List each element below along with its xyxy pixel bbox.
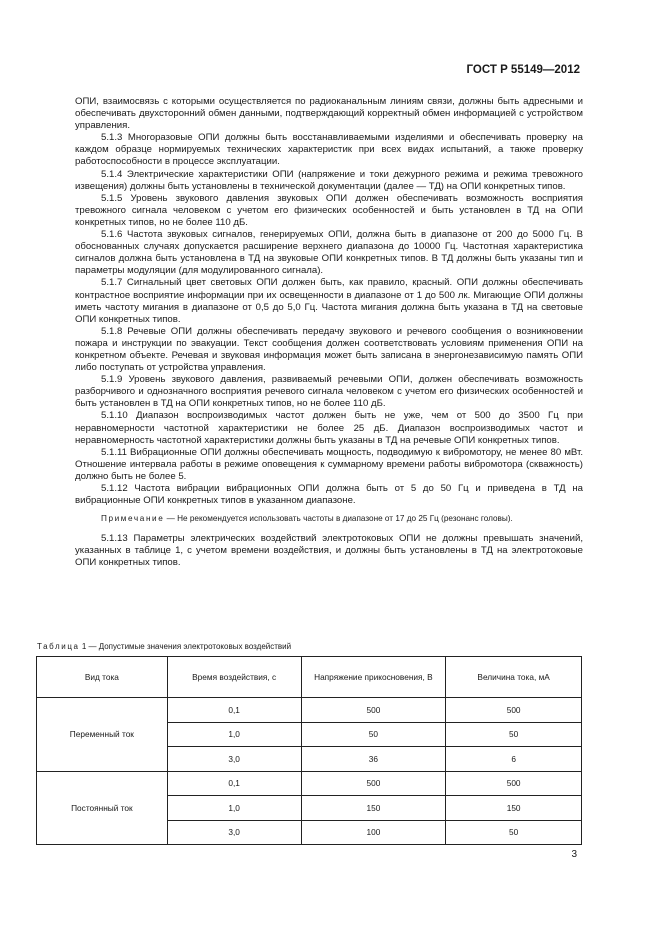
table-cell: 6 [446, 747, 582, 772]
document-body [75, 96, 583, 570]
table-row [37, 698, 582, 723]
table-cell: 0,1 [167, 698, 301, 723]
note [75, 513, 583, 525]
table-header-row [37, 657, 582, 698]
table-cell: 50 [301, 722, 446, 747]
table-cell: 500 [446, 698, 582, 723]
table-cell: 500 [301, 771, 446, 796]
table-caption [37, 642, 291, 651]
table-caption-text: 1 — Допустимые значения электротоковых воздействий [81, 642, 292, 651]
table-cell: 3,0 [167, 820, 301, 845]
table-caption-label: Таблица [37, 642, 80, 651]
paragraph: 5.1.6 Частота звуковых сигналов, генерируемых ОПИ, должна быть в диапазоне от 200 до 5000 Гц. В обоснованных случаях допускается расширение верхнего диапазона до 10000 Гц. Частотная характеристика сигналов должна быть установлена в ТД на звуковые ОПИ конкретных типов. В ТД должны быть указаны тип и параметры модуляции (для модулированного сигнала). [75, 229, 583, 277]
table-header-cell: Напряжение прикосновения, В [301, 657, 446, 698]
table-cell: 1,0 [167, 722, 301, 747]
table-cell: 50 [446, 722, 582, 747]
table-cell: 150 [446, 796, 582, 821]
paragraph: 5.1.12 Частота вибрации вибрационных ОПИ должна быть от 5 до 50 Гц и приведена в ТД на вибрационные ОПИ конкретных типов в указанном диапазоне. [75, 483, 583, 507]
table-cell: 1,0 [167, 796, 301, 821]
table-cell: 0,1 [167, 771, 301, 796]
current-type-cell: Переменный ток [37, 698, 168, 772]
paragraph: 5.1.13 Параметры электрических воздействий электротоковых ОПИ не должны превышать значений, указанных в таблице 1, с учетом времени воздействия, и должны быть установлены в ТД на электротоковые ОПИ конкретных типов. [75, 533, 583, 569]
paragraph: 5.1.11 Вибрационные ОПИ должны обеспечивать мощность, подводимую к вибромотору, не менее 80 мВт. Отношение интервала работы в режиме оповещения к суммарному времени работы вибромотора (скважность) должно быть не более 5. [75, 446, 583, 482]
table-cell: 150 [301, 796, 446, 821]
table-cell: 500 [301, 698, 446, 723]
table-cell: 36 [301, 747, 446, 772]
paragraph: 5.1.5 Уровень звукового давления звуковых ОПИ должен обеспечивать возможность восприятия тревожного сигнала человеком с учетом его физических особенностей и быть установлен в ТД на ОПИ конкретных типов, но не более 110 дБ. [75, 192, 583, 228]
limits-table [36, 656, 582, 845]
paragraph: 5.1.3 Многоразовые ОПИ должны быть восстанавливаемыми изделиями и обеспечивать проверку на каждом образце нормируемых технических характеристик при всех видах испытаний, а также проверку работоспособности в процессе эксплуатации. [75, 132, 583, 168]
paragraph: 5.1.4 Электрические характеристики ОПИ (напряжение и токи дежурного режима и режима тревожного извещения) должны быть установлены в технической документации (далее — ТД) на ОПИ конкретных типов. [75, 168, 583, 192]
paragraph: 5.1.10 Диапазон воспроизводимых частот должен быть не уже, чем от 500 до 3500 Гц при неравномерности частотной характеристики не более 25 дБ. Диапазон воспроизводимых частот и неравномерность частотной характеристики должны быть указаны в ТД на речевые ОПИ конкретных типов. [75, 410, 583, 446]
table-header-cell: Вид тока [37, 657, 168, 698]
table-cell: 50 [446, 820, 582, 845]
paragraph: 5.1.7 Сигнальный цвет световых ОПИ должен быть, как правило, красный. ОПИ должны обеспечивать контрастное восприятие информации при их освещенности в диапазоне от 1 до 500 лк. Мигающие ОПИ должны иметь частоту мигания в диапазоне от 0,5 до 5,0 Гц. Частота мигания должна быть указана в ТД на световые ОПИ конкретных типов. [75, 277, 583, 325]
table-cell: 100 [301, 820, 446, 845]
note-text: — Не рекомендуется использовать частоты в диапазоне от 17 до 25 Гц (резонанс головы). [166, 514, 513, 524]
paragraph: ОПИ, взаимосвязь с которыми осуществляется по радиоканальным линиям связи, должны быть адресными и обеспечивать двухсторонний обмен данными, подтверждающий корректный обмен информацией с устройством управления. [75, 96, 583, 132]
document-id: ГОСТ Р 55149—2012 [466, 64, 580, 76]
table-cell: 3,0 [167, 747, 301, 772]
table-row [37, 771, 582, 796]
current-type-cell: Постоянный ток [37, 771, 168, 845]
table-header-cell: Величина тока, мА [446, 657, 582, 698]
table-cell: 500 [446, 771, 582, 796]
paragraph: 5.1.9 Уровень звукового давления, развиваемый речевыми ОПИ, должен обеспечивать возможность разборчивого и однозначного восприятия речевого сигнала человеком с учетом его физических особенностей и быть установлен в ТД на ОПИ конкретных типов, но не более 110 дБ. [75, 374, 583, 410]
table-header-cell: Время воздействия, с [167, 657, 301, 698]
paragraph: 5.1.8 Речевые ОПИ должны обеспечивать передачу звукового и речевого сообщения о возникновении пожара и инструкции по эвакуации. Текст сообщения должен соответствовать условиям применения ОПИ на конкретном объекте. Речевая и звуковая информация может быть записана в энергонезависимую память ОПИ либо поступать от устройства управления. [75, 325, 583, 374]
page-number: 3 [571, 849, 577, 860]
note-label: Примечание [101, 514, 165, 524]
